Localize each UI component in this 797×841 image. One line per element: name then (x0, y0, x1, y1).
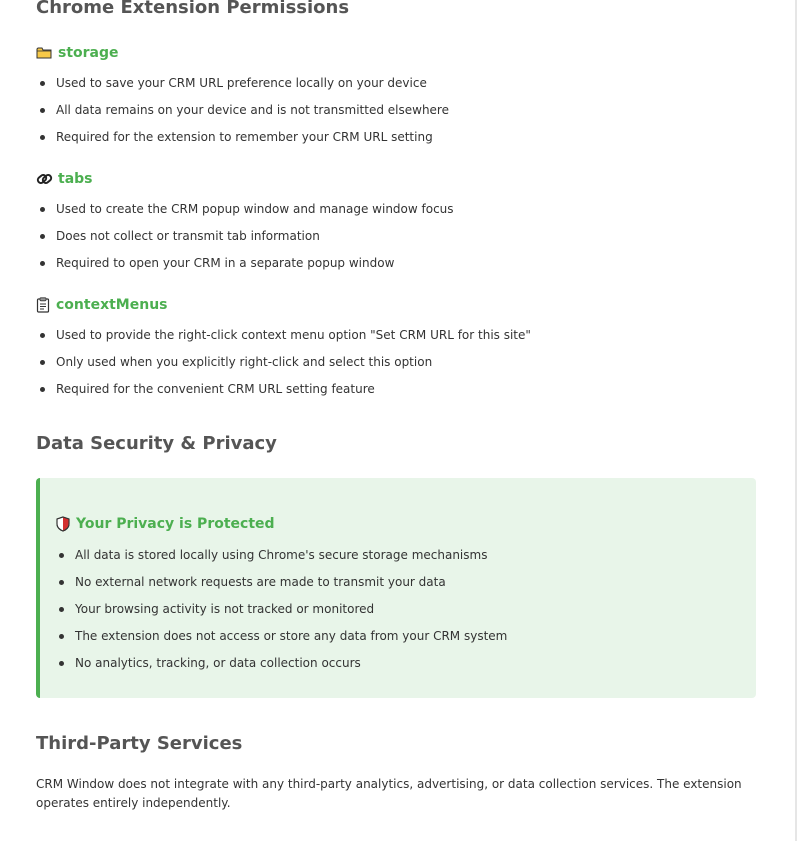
permission-storage-heading (36, 44, 119, 62)
list-item: Used to provide the right-click context menu option "Set CRM URL for this site" (36, 328, 531, 355)
list-item: All data remains on your device and is not transmitted elsewhere (36, 103, 449, 130)
shield-icon (56, 516, 70, 532)
privacy-callout-title: Your Privacy is Protected (76, 516, 275, 532)
list-item: Used to create the CRM popup window and manage window focus (36, 202, 454, 229)
list-item: All data is stored locally using Chrome's secure storage mechanisms (55, 548, 507, 575)
permission-storage-name: storage (58, 45, 119, 61)
third-party-heading: Third-Party Services (36, 733, 243, 754)
list-item: Required for the extension to remember your CRM URL setting (36, 130, 449, 157)
privacy-callout (36, 478, 756, 698)
list-item: Used to save your CRM URL preference locally on your device (36, 76, 449, 103)
clipboard-icon (36, 297, 50, 313)
list-item: Required for the convenient CRM URL setting feature (36, 382, 531, 409)
permission-contextmenus-heading (36, 296, 168, 314)
permission-tabs-name: tabs (58, 171, 93, 187)
link-icon (36, 171, 52, 187)
permission-storage-list (36, 76, 449, 157)
list-item: Only used when you explicitly right-click and select this option (36, 355, 531, 382)
folder-icon (36, 45, 52, 61)
permission-tabs-heading (36, 170, 93, 188)
security-heading: Data Security & Privacy (36, 433, 277, 454)
list-item: No external network requests are made to transmit your data (55, 575, 507, 602)
third-party-paragraph: CRM Window does not integrate with any third-party analytics, advertising, or data collection services. The extension operates entirely independently. (36, 777, 742, 810)
privacy-callout-heading (56, 515, 275, 533)
permission-contextmenus-list (36, 328, 531, 409)
permissions-heading: Chrome Extension Permissions (36, 0, 350, 18)
list-item: No analytics, tracking, or data collection occurs (55, 656, 507, 683)
list-item: Your browsing activity is not tracked or monitored (55, 602, 507, 629)
list-item: Does not collect or transmit tab information (36, 229, 454, 256)
permission-tabs-list (36, 202, 454, 283)
permission-contextmenus-name: contextMenus (56, 297, 168, 313)
privacy-list (55, 548, 507, 683)
list-item: The extension does not access or store any data from your CRM system (55, 629, 507, 656)
list-item: Required to open your CRM in a separate popup window (36, 256, 454, 283)
